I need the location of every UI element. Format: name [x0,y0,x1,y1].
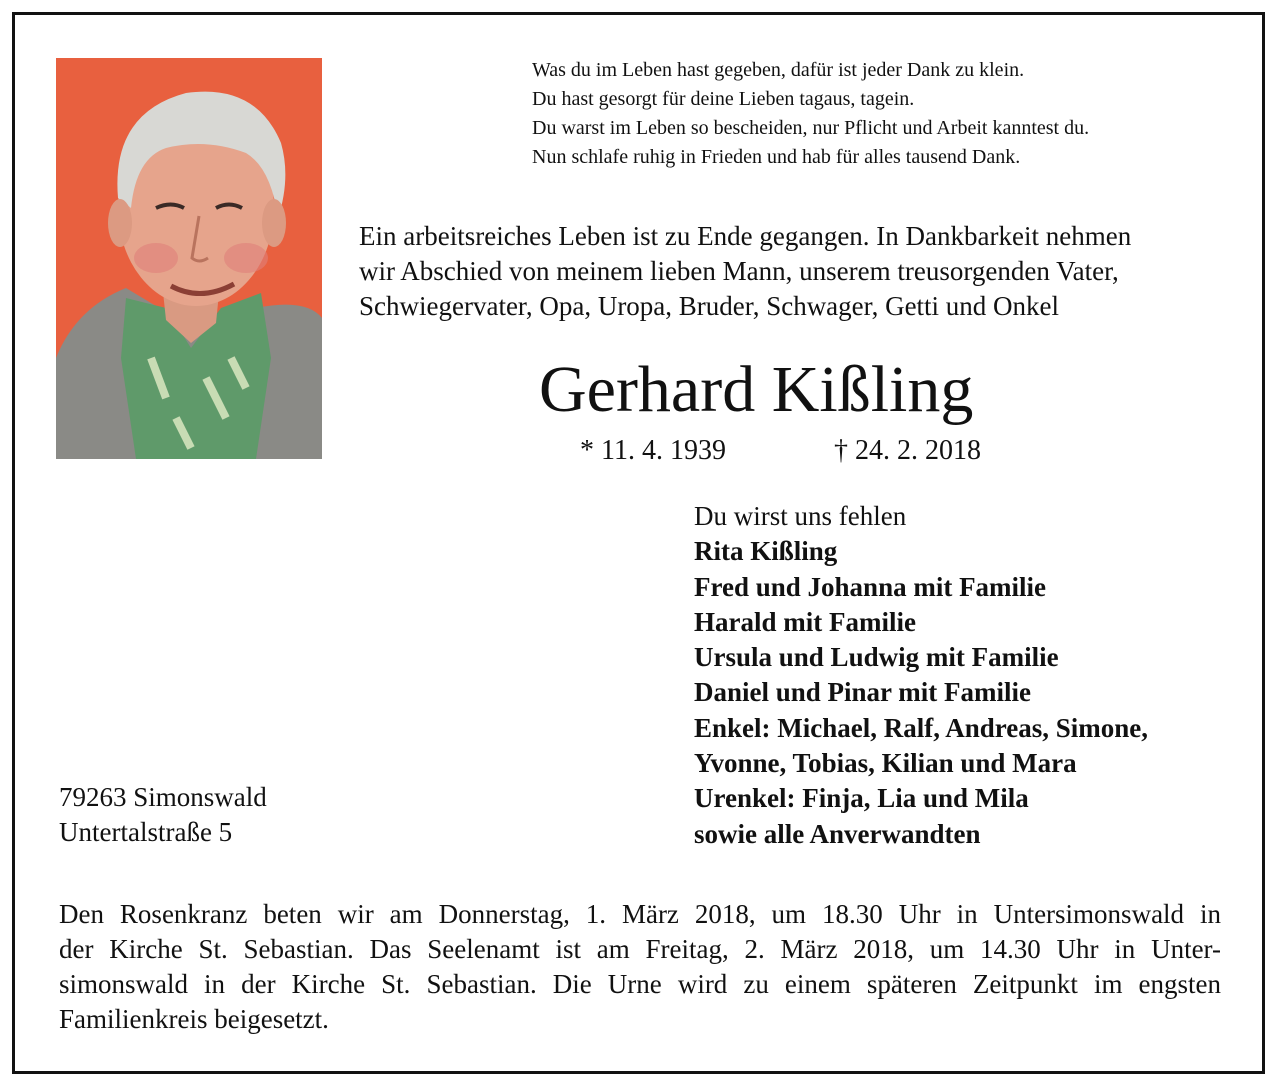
poem-line: Was du im Leben hast gegeben, dafür ist jeder Dank zu klein. [532,59,1025,81]
deceased-name: Gerhard Kißling [539,353,974,426]
notice-line: der Kirche St. Sebastian. Das Seelenamt ist am Freitag, 2. März 2018, um 14.30 Uhr in Unter- [59,934,1221,964]
mourner-name: Fred und Johanna mit Familie [694,571,1047,602]
address [59,780,267,850]
address-street: Untertalstraße 5 [59,817,233,847]
mourner-name: Rita Kißling [694,536,838,567]
service-notice [59,897,1221,1037]
intro-line: Ein arbeitsreiches Leben ist zu Ende gegangen. In Dankbarkeit nehmen [359,221,1132,251]
portrait-illustration [56,58,322,459]
birth-date: * 11. 4. 1939 [580,435,726,466]
mourner-name: Urenkel: Finja, Lia und Mila [694,783,1029,814]
poem [532,56,1252,172]
poem-line: Du warst im Leben so bescheiden, nur Pflicht und Arbeit kanntest du. [532,117,1090,139]
notice-line: simonswald in der Kirche St. Sebastian. Die Urne wird zu einem späteren Zeitpunkt im engsten [59,969,1221,999]
poem-line: Nun schlafe ruhig in Frieden und hab für alles tausend Dank. [532,146,1021,168]
mourner-name: Harald mit Familie [694,606,916,637]
intro-text [359,219,1239,324]
mourner-name: Yvonne, Tobias, Kilian und Mara [694,748,1077,779]
portrait-photo [56,58,322,459]
intro-line: wir Abschied von meinem lieben Mann, unserem treusorgenden Vater, [359,256,1119,286]
intro-line: Schwiegervater, Opa, Uropa, Bruder, Schwager, Getti und Onkel [359,291,1060,321]
poem-line: Du hast gesorgt für deine Lieben tagaus, tagein. [532,88,915,110]
mourners-lead: Du wirst uns fehlen [694,501,907,531]
death-date: † 24. 2. 2018 [834,435,981,466]
mourner-name: Enkel: Michael, Ralf, Andreas, Simone, [694,712,1149,743]
address-city: 79263 Simonswald [59,782,267,812]
notice-line: Den Rosenkranz beten wir am Donnerstag, 1. März 2018, um 18.30 Uhr in Untersimonswald in [59,899,1221,929]
mourner-name: sowie alle Anverwandten [694,818,981,849]
mourner-name: Ursula und Ludwig mit Familie [694,642,1059,673]
mourner-name: Daniel und Pinar mit Familie [694,677,1032,708]
mourners-list [694,499,1148,852]
notice-line: Familienkreis beigesetzt. [59,1004,329,1034]
